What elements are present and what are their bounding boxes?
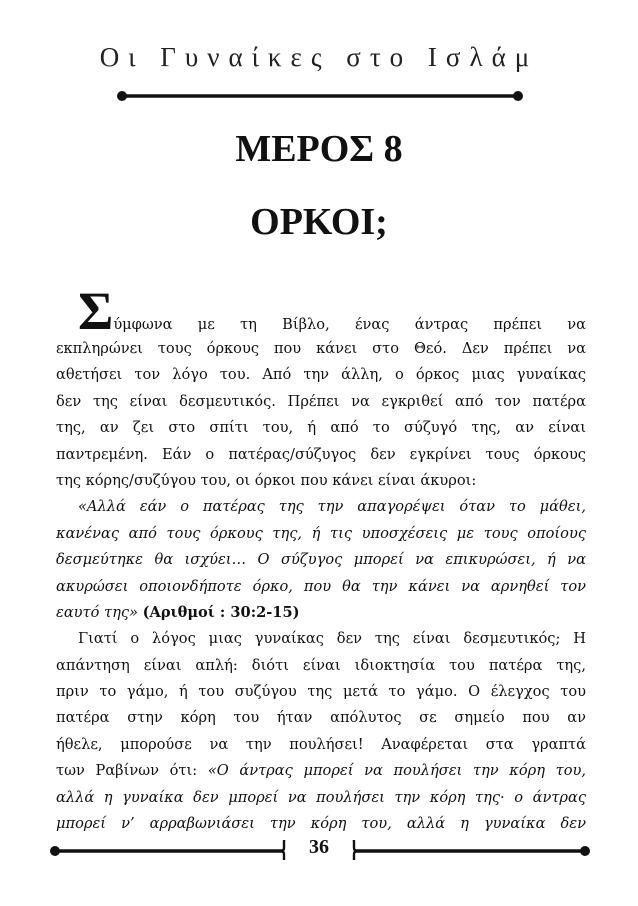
first-line	[56, 281, 586, 341]
drop-cap: Σ	[78, 281, 114, 341]
text-line: πατέρα στην κόρη του ήταν απόλυτος σε σημείο που αν	[56, 709, 586, 727]
quote-line: αλλά η γυναίκα δεν μπορεί να πουλήσει την κόρη της· ο άντρας	[56, 788, 586, 806]
quote-line: κανένας από τους όρκους της, ή τις υποσχέσεις με τους οποίους	[56, 524, 586, 542]
first-line-text: ύμφωνα με τη Βίβλο, ένας άντρας πρέπει να	[113, 316, 586, 333]
part-title: ΜΕΡΟΣ 8	[235, 128, 403, 170]
text-line: δεν της είναι δεσμευτικός. Πρέπει να εγκριθεί από τον πατέρα	[56, 392, 586, 410]
scripture-reference: (Αριθμοί : 30:2-15)	[142, 603, 300, 621]
text-line: της κόρης/συζύγου του, οι όρκοι που κάνει είναι άκυροι:	[56, 471, 477, 489]
quote-last-line	[56, 600, 586, 626]
quote-line: μπορεί ν’ αρραβωνιάσει την κόρη του, αλλά η γυναίκα δεν	[56, 815, 586, 833]
quote-end: εαυτό της»	[56, 603, 138, 621]
quote-line: δεσμεύτηκε θα ισχύει… Ο σύζυγος μπορεί να επικυρώσει, ή να	[56, 551, 586, 569]
quote-line: ακυρώσει οποιονδήποτε όρκο, που θα την κάνει να αρνηθεί τον	[56, 577, 586, 595]
text-line: Γιατί ο λόγος μιας γυναίκας δεν της είναι δεσμευτικός; Η	[78, 630, 586, 648]
quote-line: «Αλλά εάν ο πατέρας της την απαγορέψει όταν το μάθει,	[78, 498, 586, 516]
text-line: απάντηση είναι απλή: διότι είναι ιδιοκτησία του πατέρα της,	[56, 656, 586, 674]
text-line: της, αν ζει στο σπίτι του, ή από το σύζυγό της, αν είναι	[56, 419, 586, 437]
quote-start: «Ο άντρας μπορεί να πουλήσει την κόρη του,	[207, 762, 586, 780]
text-line: εκπληρώνει τους όρκους που κάνει στο Θεό. Δεν πρέπει να	[56, 340, 586, 357]
text-line: ήθελε, μπορούσε να την πουλήσει! Αναφέρεται στα γραπτά	[56, 735, 586, 753]
body-text	[56, 281, 586, 837]
top-rule	[0, 86, 638, 106]
chapter-title: ΟΡΚΟΙ;	[250, 201, 388, 243]
text-segment: των Ραβίνων ότι:	[56, 762, 208, 780]
running-head: Οι Γυναίκες στο Ισλάμ	[99, 42, 539, 72]
text-line: αθετήσει τον λόγο του. Από την άλλη, ο όρκος μιας γυναίκας	[56, 366, 586, 384]
text-line: πριν το γάμο, ή του συζύγου της μετά το γάμο. Ο έλεγχος του	[56, 683, 586, 701]
page-number: 36	[309, 836, 329, 858]
text-line	[56, 758, 586, 784]
text-line: παντρεμένη. Εάν ο πατέρας/σύζυγος δεν εγκρίνει τους όρκους	[56, 445, 586, 463]
